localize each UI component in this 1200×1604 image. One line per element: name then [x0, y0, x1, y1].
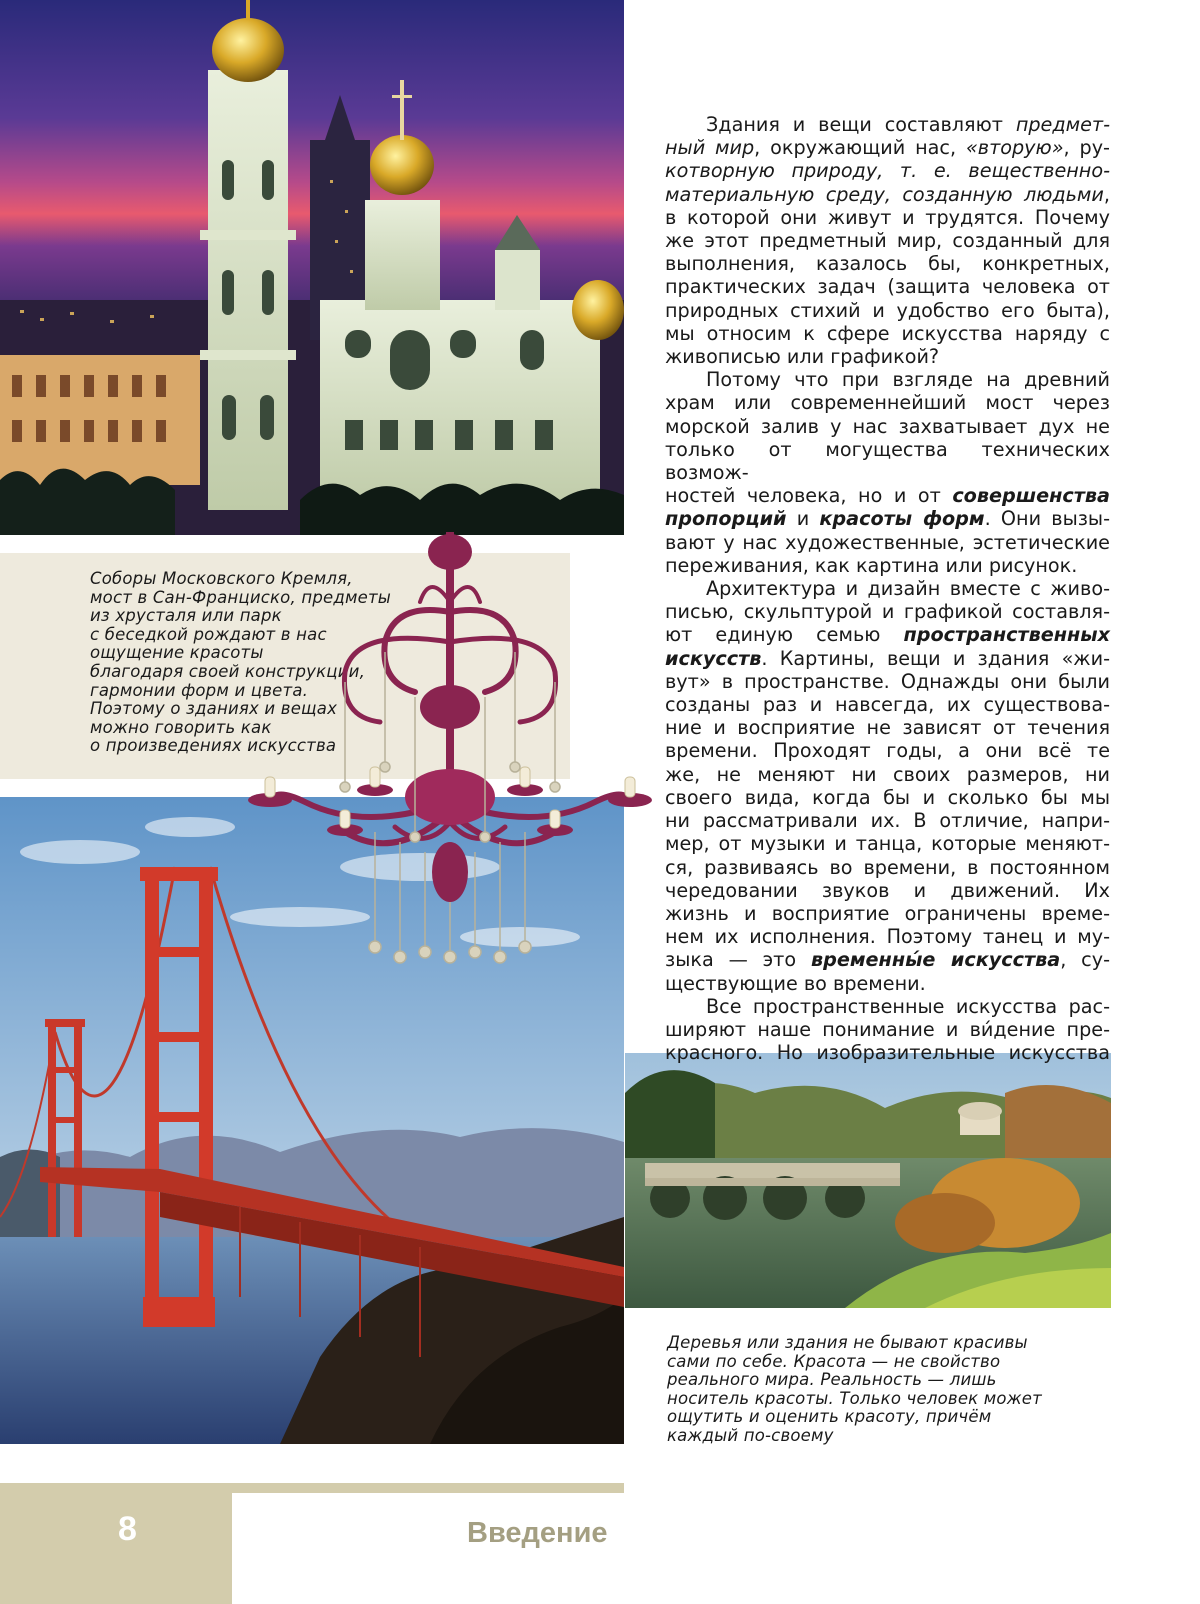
text-run: чередовании звуков и движений. Их [665, 878, 1110, 902]
term-highlight: искусств [665, 646, 762, 670]
text-line [665, 484, 1110, 507]
text-run: , [1103, 182, 1110, 206]
text-line [665, 159, 1110, 182]
text-run: времени. Проходят годы, а они всё те [665, 739, 1110, 763]
kremlin-photo [0, 0, 624, 535]
text-run: мы относим к сфере искусства наряду с [665, 321, 1110, 345]
text-run: же этот предметный мир, созданный для [665, 229, 1110, 253]
text-run: только от могущества технических возмож- [665, 437, 1110, 485]
text-line [665, 693, 1110, 716]
text-line [665, 136, 1110, 159]
text-run: ние и восприятие не зависят от течения [665, 716, 1110, 740]
term-highlight: совершенства [952, 484, 1110, 508]
text-run: вают у нас художественные, эстетические [665, 530, 1110, 554]
term-highlight: красоты форм [819, 507, 985, 531]
text-line [665, 948, 1110, 971]
text-run: Все пространственные искусства рас- [706, 994, 1110, 1018]
text-run: ширяют наше понимание и ви́дение пре- [665, 1017, 1110, 1041]
park-bridge-photo [625, 1053, 1111, 1308]
text-run: ся, развиваясь во времени, в постоянном [665, 855, 1110, 879]
text-line [665, 763, 1110, 786]
text-line [665, 809, 1110, 832]
text-line [665, 1041, 1110, 1064]
text-line [665, 299, 1110, 322]
text-run: Здания и вещи составляют [706, 113, 1016, 136]
text-line [665, 925, 1110, 948]
text-run: ни рассматривали их. В отличие, напри- [665, 809, 1110, 833]
text-run: ют единую семью [665, 623, 904, 647]
italic-phrase: «вторую» [965, 136, 1064, 160]
text-line [665, 322, 1110, 345]
text-run: . Картины, вещи и здания «жи- [761, 646, 1110, 670]
text-run: живописью или графикой? [665, 345, 940, 369]
text-line [665, 531, 1110, 554]
text-run: нем их исполнения. Поэтому танец и му- [665, 925, 1110, 949]
text-line [665, 368, 1110, 391]
text-line [665, 647, 1110, 670]
text-run: практических задач (защита человека от [665, 275, 1110, 299]
text-run: храм или современнейший мост через [665, 391, 1110, 415]
text-run: переживания, как картина или рисунок. [665, 553, 1078, 577]
text-run: природных стихий и удобство его быта), [665, 298, 1110, 322]
body-paragraph [665, 368, 1110, 577]
text-run: созданы раз и навсегда, их существова- [665, 693, 1110, 717]
main-text [665, 113, 1110, 1064]
footer-block [0, 1483, 232, 1604]
section-title: Введение [467, 1517, 608, 1549]
text-run: . Они вызы- [984, 507, 1110, 531]
text-run: , окружающий нас, [754, 136, 966, 160]
text-run: вут» в пространстве. Однажды они были [665, 669, 1110, 693]
text-line [665, 739, 1110, 762]
text-line [665, 879, 1110, 902]
text-line [665, 275, 1110, 298]
term-highlight: временны́е искусства [810, 948, 1061, 972]
term-highlight: пропорций [665, 507, 787, 531]
text-run: выполнения, казалось бы, конкретных, [665, 252, 1110, 276]
text-line [665, 670, 1110, 693]
text-line [665, 856, 1110, 879]
italic-phrase: ный мир [665, 136, 755, 160]
text-run: мер, от музыки и танца, которые меняют- [665, 832, 1110, 856]
text-line [665, 623, 1110, 646]
italic-phrase: котворную природу, т. е. вещественно- [665, 159, 1110, 183]
page-number: 8 [118, 1510, 137, 1548]
text-line [665, 438, 1110, 484]
text-line [665, 229, 1110, 252]
text-run: морской залив у нас захватывает дух не [665, 414, 1110, 438]
text-line [665, 600, 1110, 623]
text-run: и [786, 507, 820, 531]
term-highlight: пространственных [903, 623, 1110, 647]
text-line [665, 554, 1110, 577]
text-line [665, 206, 1110, 229]
caption-top: Соборы Московского Кремля, мост в Сан-Франциско, предметы из хрусталя или парк с беседкой рождают в нас ощущение красоты благодаря своей конструкции, гармонии форм и цвета. Поэтому о зданиях и вещах можно говорить как о произведениях искусства [90, 569, 392, 756]
text-line [665, 252, 1110, 275]
text-line [665, 786, 1110, 809]
body-paragraph [665, 113, 1110, 368]
footer-rule [232, 1483, 624, 1493]
text-run: , ру- [1063, 136, 1110, 160]
text-run: , су- [1060, 948, 1111, 972]
text-run: писью, скульптурой и графикой составля- [665, 600, 1110, 624]
text-line [665, 902, 1110, 925]
text-run: в которой они живут и трудятся. Почему [665, 205, 1110, 229]
body-paragraph [665, 995, 1110, 1065]
text-line [665, 995, 1110, 1018]
text-line [665, 391, 1110, 414]
text-run: Потому что при взгляде на древний [706, 368, 1110, 392]
text-run: ществующие во времени. [665, 971, 926, 995]
text-line [665, 183, 1110, 206]
text-line [665, 716, 1110, 739]
text-line [665, 832, 1110, 855]
text-line [665, 577, 1110, 600]
text-line [665, 1018, 1110, 1041]
text-line [665, 507, 1110, 530]
text-line [665, 345, 1110, 368]
italic-phrase: материальную среду, созданную людьми [665, 182, 1104, 206]
text-line [665, 415, 1110, 438]
italic-phrase: предмет- [1015, 113, 1110, 136]
caption-bottom: Деревья или здания не бывают красивы сами по себе. Красота — не свойство реального мира. Реальность — лишь носитель красоты. Только человек может ощутить и оценить красоту, причём каждый по-своему [667, 1333, 1042, 1445]
text-run: Архитектура и дизайн вместе с живо- [706, 577, 1110, 601]
text-line [665, 113, 1110, 136]
body-paragraph [665, 577, 1110, 995]
text-run: красного. Но изобразительные искусства [665, 1041, 1110, 1065]
text-line [665, 972, 1110, 995]
text-run: зыка — это [665, 948, 811, 972]
text-run: ностей человека, но и от [665, 484, 953, 508]
chandelier-image [245, 532, 655, 972]
text-run: же, не меняют ни своих размеров, ни [665, 762, 1110, 786]
text-run: жизнь и восприятие ограничены време- [665, 901, 1110, 925]
text-run: своего вида, когда бы и сколько бы мы [665, 785, 1110, 809]
